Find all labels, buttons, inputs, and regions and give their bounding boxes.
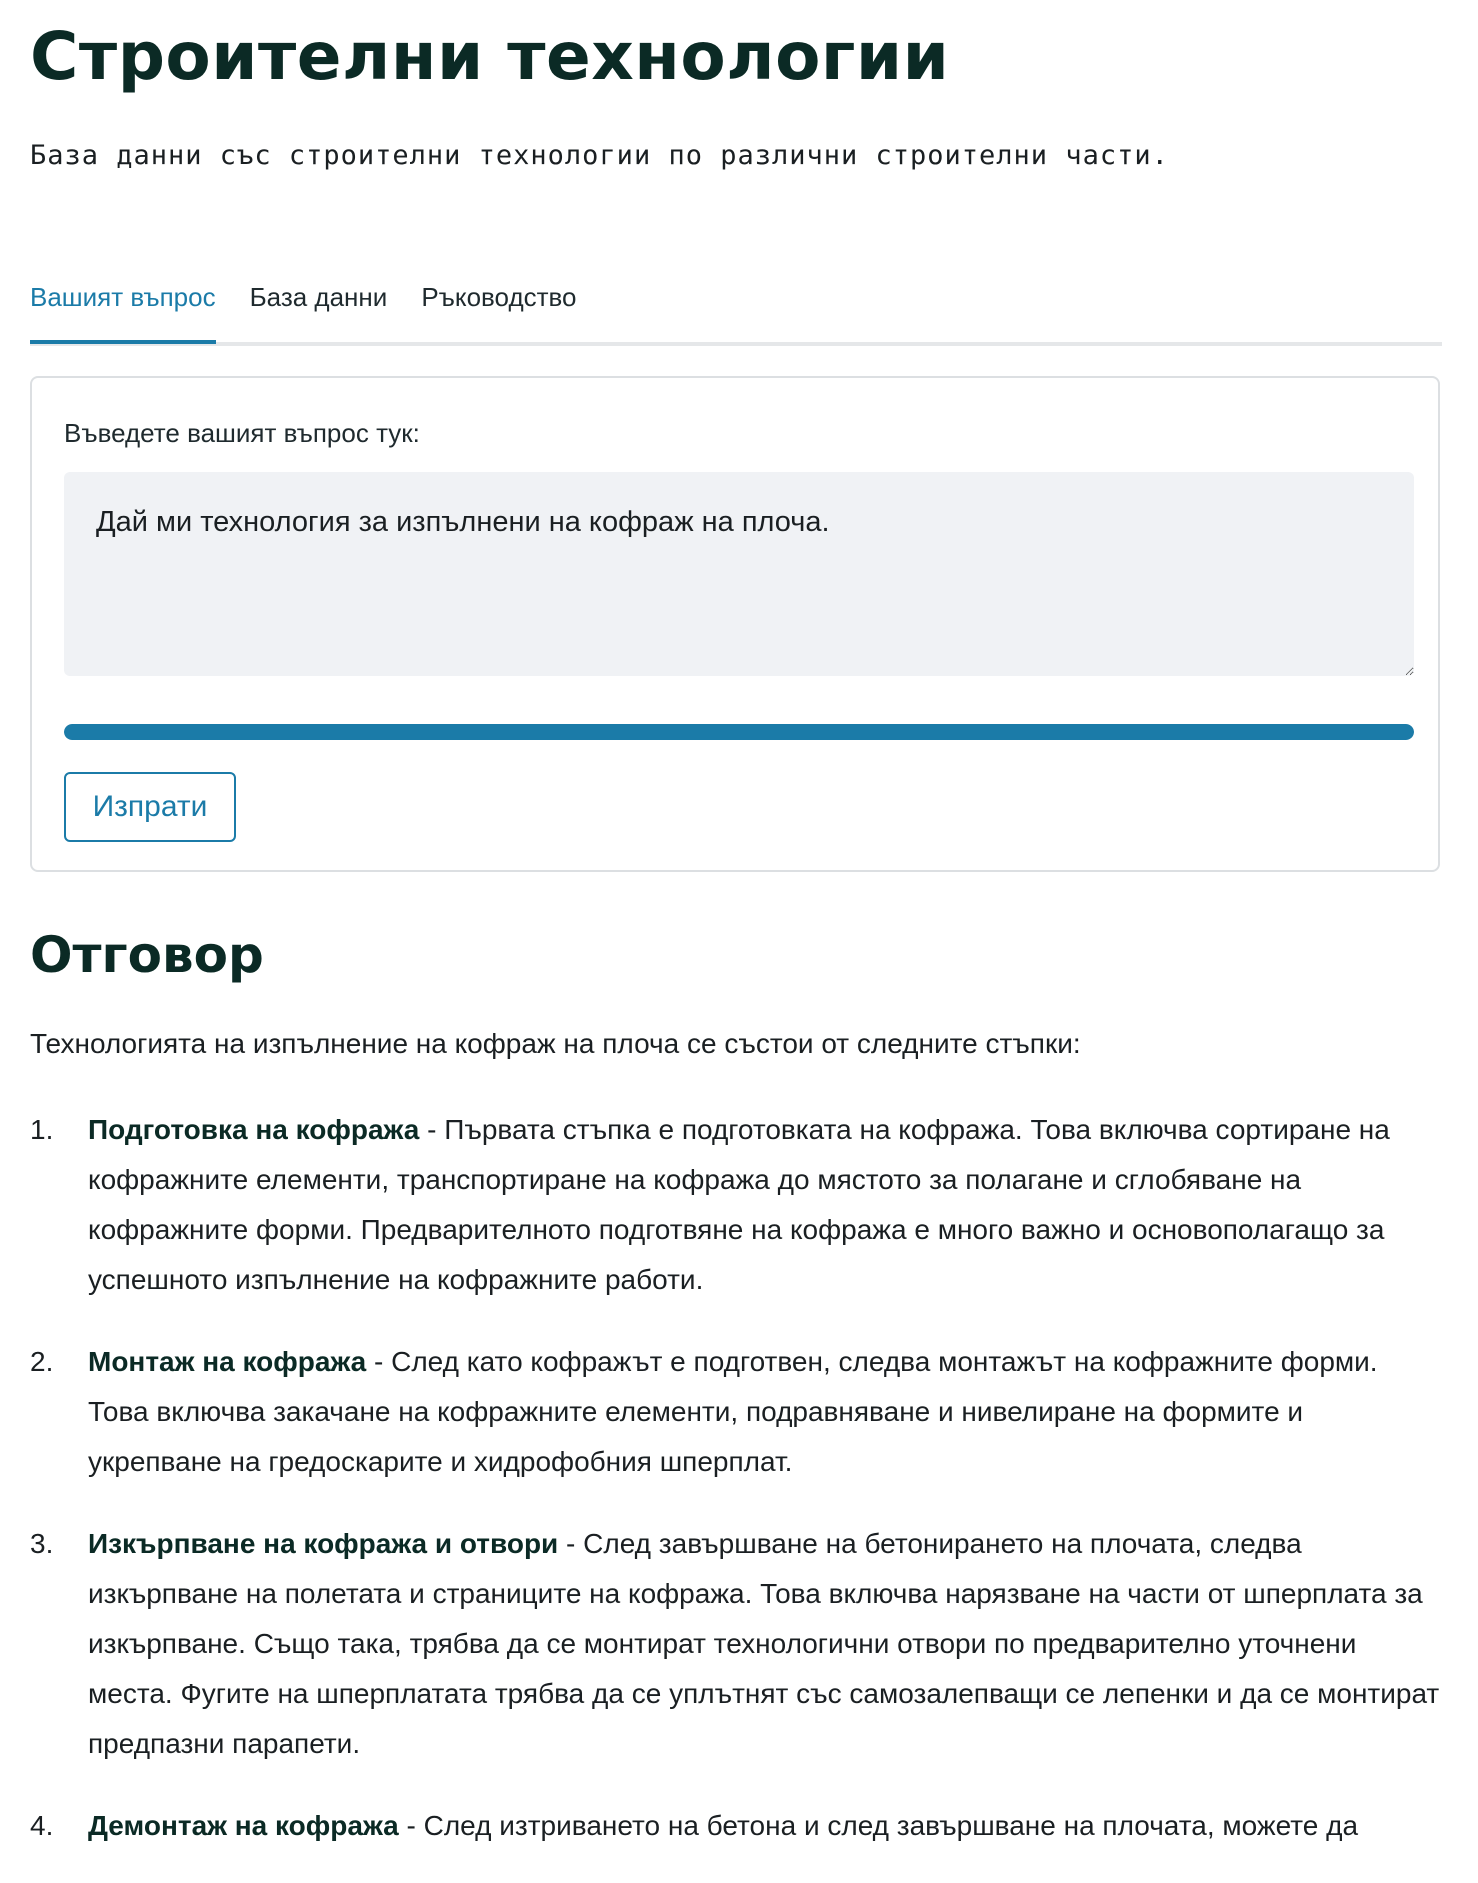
answer-heading: Отговор <box>30 926 264 984</box>
tab-bar <box>30 272 1442 346</box>
step-text: - Първата стъпка е подготовката на кофража. Това включва сортиране на кофражните елементи, транспортиране на кофража до мястото за полагане и сглобяване на кофражните форми. Предварителното подготвяне на кофража е много важно и основополагащо за успешното изпълнение на кофражните работи. <box>88 1114 1390 1295</box>
step-title: Демонтаж на кофража <box>88 1810 399 1841</box>
page-subtitle: База данни със строителни технологии по различни строителни части. <box>30 140 1169 171</box>
answer-step <box>30 1801 1442 1851</box>
step-text: - След изтриването на бетона и след завършване на плочата, можете да <box>398 1810 1359 1841</box>
tab-guide[interactable]: Ръководство <box>421 282 577 312</box>
send-button[interactable]: Изпрати <box>64 772 236 842</box>
answer-intro: Технологията на изпълнение на кофраж на плоча се състои от следните стъпки: <box>30 1028 1081 1059</box>
question-label: Въведете вашият въпрос тук: <box>64 418 420 448</box>
tab-database[interactable]: База данни <box>249 282 388 312</box>
answer-step <box>30 1105 1442 1305</box>
answer-steps-list <box>30 1105 1442 1883</box>
step-text: - След завършване на бетонирането на плочата, следва изкърпване на полетата и страниците на кофража. Това включва нарязване на части от шперплата за изкърпване. Също така, трябва да се монтират технологични отвори по предварително уточнени места. Фугите на шперплатата трябва да се уплътнят със самозалепващи се лепенки и да се монтират предпазни парапети. <box>88 1528 1440 1759</box>
step-number: 3. <box>30 1528 54 1559</box>
question-input[interactable] <box>64 472 1414 676</box>
step-text: - След като кофражът е подготвен, следва монтажът на кофражните форми. Това включва закачане на кофражните елементи, подравняване и нивелиране на формите и укрепване на гредоскарите и хидрофобния шперплат. <box>88 1346 1378 1477</box>
step-title: Монтаж на кофража <box>88 1346 367 1377</box>
progress-bar-fill <box>64 724 1414 740</box>
answer-step <box>30 1337 1442 1487</box>
step-title: Подготовка на кофража <box>88 1114 420 1145</box>
answer-step <box>30 1519 1442 1769</box>
tab-your-question[interactable]: Вашият въпрос <box>30 272 216 344</box>
step-number: 1. <box>30 1114 54 1145</box>
question-form <box>30 376 1440 872</box>
page-title: Строителни технологии <box>30 18 950 95</box>
step-number: 2. <box>30 1346 54 1377</box>
step-title: Изкърпване на кофража и отвори <box>88 1528 559 1559</box>
step-number: 4. <box>30 1810 54 1841</box>
progress-bar <box>64 724 1414 740</box>
